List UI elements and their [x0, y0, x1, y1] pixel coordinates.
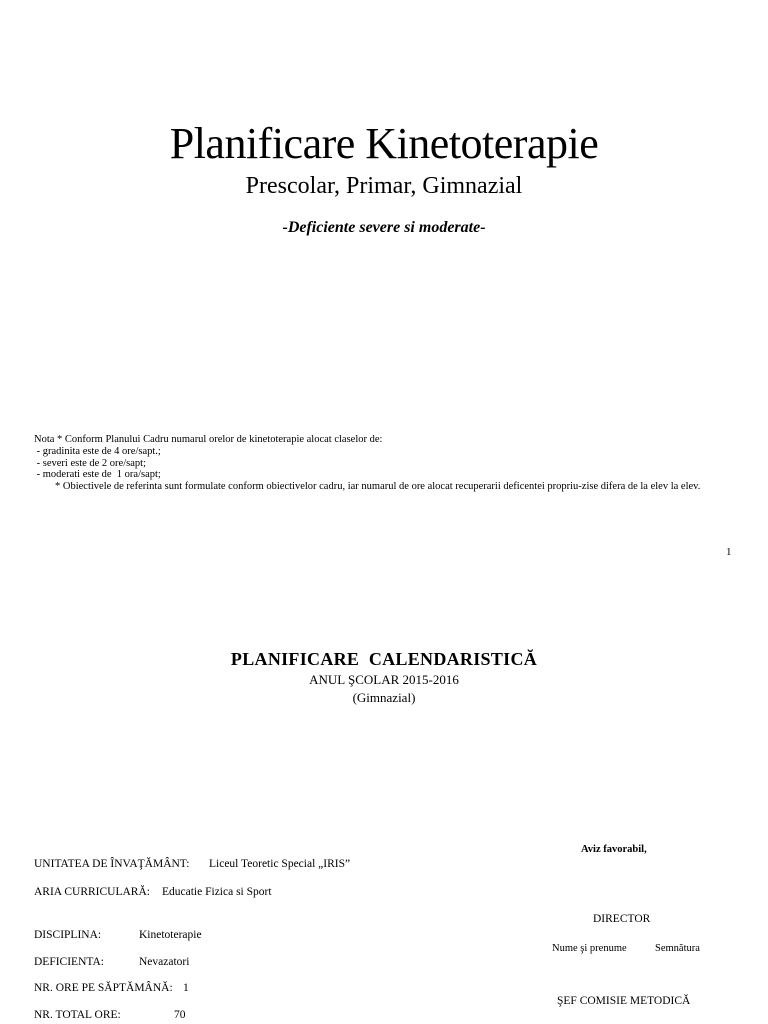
school-year: ANUL ŞCOLAR 2015-2016 [309, 672, 459, 687]
school-level: (Gimnazial) [352, 690, 416, 705]
note-line: - severi este de 2 ore/sapt; [34, 457, 146, 469]
aria-value: Educatie Fizica si Sport [162, 886, 272, 898]
ore-saptamana-label: NR. ORE PE SĂPTĂMÂNĂ: [34, 982, 173, 994]
document-subtitle: Prescolar, Primar, Gimnazial [245, 173, 523, 199]
note-block [34, 434, 734, 493]
unitate-label: UNITATEA DE ÎNVAŢĂMÂNT: [34, 858, 190, 870]
total-ore-value: 70 [174, 1009, 186, 1021]
document-tagline: -Deficiente severe si moderate- [282, 219, 486, 236]
page-number: 1 [726, 546, 732, 558]
deficienta-label: DEFICIENTA: [34, 956, 104, 968]
aviz-favorabil: Aviz favorabil, [581, 844, 647, 855]
calendar-title: PLANIFICARE CALENDARISTICĂ [230, 649, 538, 669]
disciplina-value: Kinetoterapie [139, 929, 202, 941]
sef-comisie-label: ŞEF COMISIE METODICĂ [557, 995, 691, 1007]
disciplina-label: DISCIPLINA: [34, 929, 102, 941]
note-line: - moderati este de 1 ora/sapt; [34, 469, 161, 481]
deficienta-value: Nevazatori [139, 956, 190, 968]
aria-label: ARIA CURRICULARĂ: [34, 886, 150, 898]
document-title: Planificare Kinetoterapie [169, 119, 599, 168]
nume-prenume-label: Nume şi prenume [552, 943, 627, 954]
note-paragraph: * Obiectivele de referinta sunt formulate conform obiectivelor cadru, iar numarul de ore alocat recuperarii deficentei propriu-zise difera de la elev la elev. [34, 481, 701, 493]
total-ore-label: NR. TOTAL ORE: [34, 1009, 121, 1021]
ore-saptamana-value: 1 [183, 982, 189, 994]
director-label: DIRECTOR [593, 913, 651, 925]
note-line: - gradinita este de 4 ore/sapt.; [34, 445, 161, 457]
unitate-value: Liceul Teoretic Special „IRIS” [209, 858, 351, 870]
note-line: Nota * Conform Planului Cadru numarul orelor de kinetoterapie alocat claselor de: [34, 434, 383, 445]
semnatura-label: Semnătura [655, 943, 700, 954]
